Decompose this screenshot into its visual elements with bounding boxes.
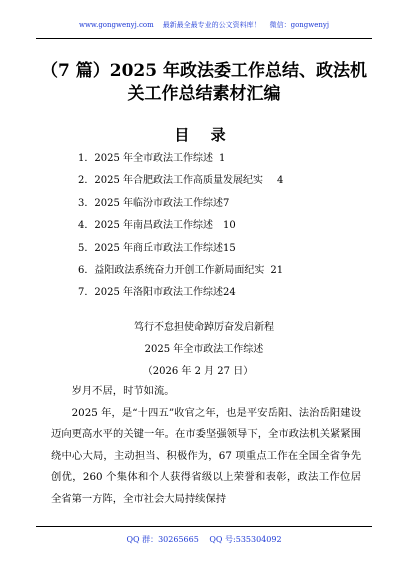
toc-item[interactable] xyxy=(78,148,283,170)
header-divider xyxy=(36,38,372,39)
toc-item-number: 7． xyxy=(78,287,95,299)
body-paragraph: 岁月不居，时节如流。 xyxy=(71,385,175,397)
toc-item-page: 15 xyxy=(223,242,236,254)
toc-item-page: 1 xyxy=(219,153,226,164)
toc-item[interactable] xyxy=(78,282,283,304)
toc-item-title: 2025 年临汾市政法工作综述 xyxy=(94,197,224,209)
footer-qq-number: QQ 号:535304092 xyxy=(209,535,282,544)
toc-item-number: 2． xyxy=(78,175,95,187)
page-header xyxy=(0,20,408,30)
article-date: （2026 年 2 月 27 日） xyxy=(142,366,254,377)
toc-item[interactable] xyxy=(78,260,283,282)
toc-item-page: 10 xyxy=(223,220,236,232)
toc-item-title: 2025 年洛阳市政法工作综述 xyxy=(94,287,224,299)
article-headline: 笃行不怠担使命踔厉奋发启新程 xyxy=(134,322,274,333)
toc-item-title: 2025 年商丘市政法工作综述 xyxy=(94,242,224,254)
toc-item-page: 21 xyxy=(270,264,284,276)
table-of-contents xyxy=(78,148,283,305)
article-body xyxy=(51,381,361,510)
toc-item-number: 6． xyxy=(78,264,95,276)
toc-item[interactable] xyxy=(78,193,283,215)
toc-item-title: 2025 年全市政法工作综述 xyxy=(94,153,214,164)
toc-item[interactable] xyxy=(78,215,283,237)
toc-item-title: 2025 年南昌政法工作综述 xyxy=(94,220,214,232)
toc-item-title: 2025 年合肥政法工作高质量发展纪实 xyxy=(94,175,264,187)
header-site[interactable]: www.gongwenyj.com xyxy=(78,21,154,29)
toc-item-page: 4 xyxy=(277,175,284,187)
toc-item-page: 24 xyxy=(223,287,236,299)
toc-item-number: 5． xyxy=(78,242,95,254)
toc-heading: 目 录 xyxy=(174,126,234,144)
page-footer xyxy=(0,534,408,545)
article-subtitle: 2025 年全市政法工作综述 xyxy=(144,344,264,355)
title-line-1: （7 篇）2025 年政法委工作总结、政法机 xyxy=(41,61,367,81)
title-line-2: 关工作总结素材汇编 xyxy=(127,84,281,104)
toc-item-number: 3． xyxy=(78,197,95,209)
toc-item-title: 益阳政法系统奋力开创工作新局面纪实 xyxy=(94,264,265,276)
toc-item-number: 4． xyxy=(78,220,95,232)
document-title xyxy=(0,60,408,106)
header-wechat: 微信：gongwenyj xyxy=(269,21,330,29)
footer-divider xyxy=(36,526,372,527)
body-paragraph: 2025 年，是“十四五”收官之年，也是平安岳阳、法治岳阳建设迈向更高水平的关键一年。在市委坚强领导下，全市政法机关紧紧围绕中心大局，主动担当、积极作为，67 项重点工作在全国全省争先创优，260 个集体和个人获得省级以上荣誉和表彰，政法工作位居全省第一方阵，全市社会大局持续保持 xyxy=(51,406,361,505)
toc-item[interactable] xyxy=(78,238,283,260)
toc-item-number: 1． xyxy=(78,153,95,164)
toc-item-page: 7 xyxy=(223,197,230,209)
footer-qq-group: QQ 群：30265665 xyxy=(126,535,199,544)
toc-item[interactable] xyxy=(78,170,283,192)
header-slogan: 最新最全最专业的公文资料库！ xyxy=(162,21,261,29)
